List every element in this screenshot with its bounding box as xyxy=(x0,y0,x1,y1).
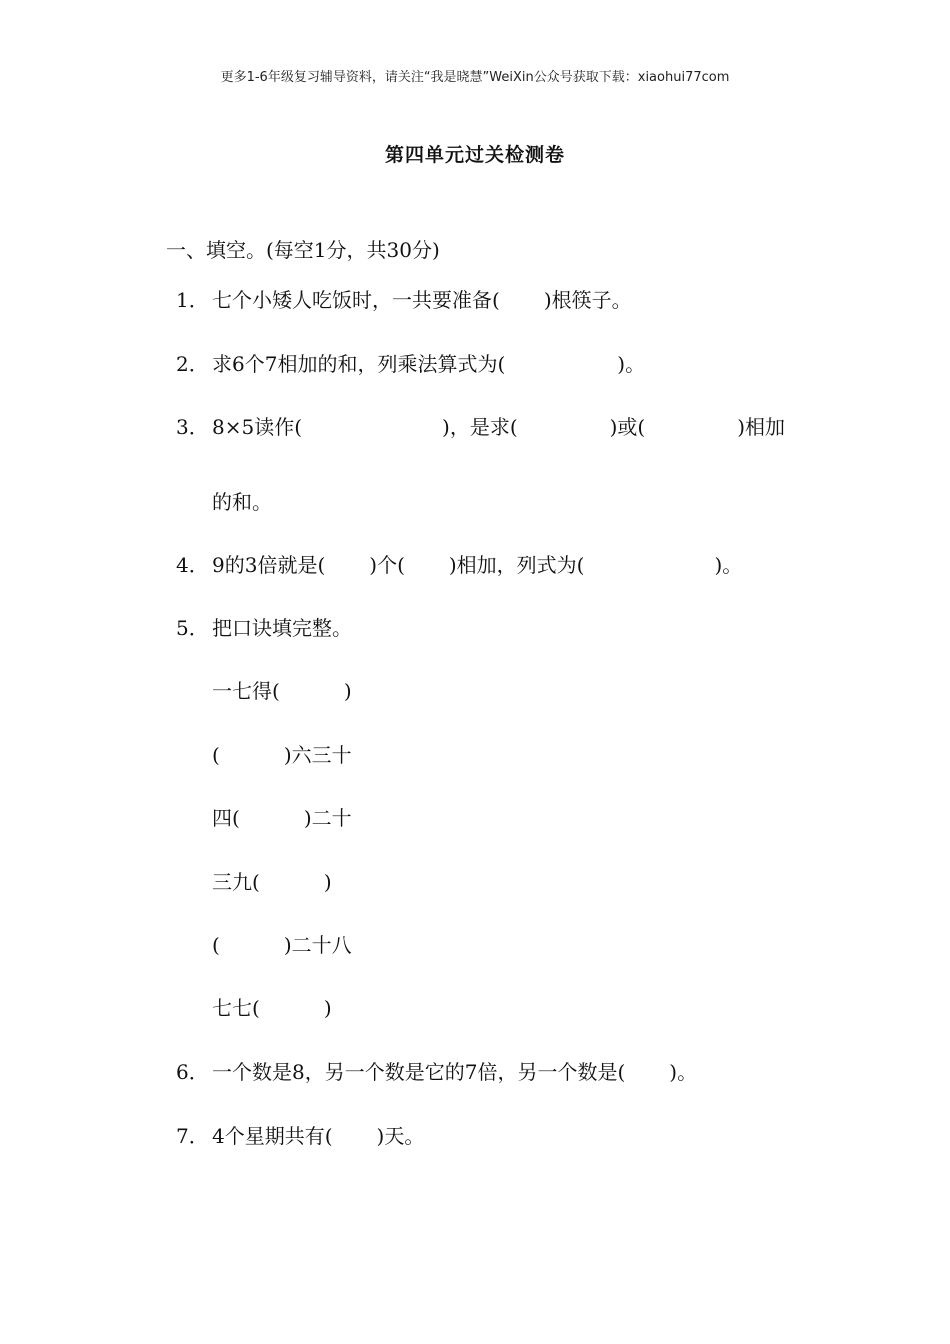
question-number: 6． xyxy=(176,1060,209,1084)
multiplication-rhyme-1: 一七得( ) xyxy=(212,679,352,703)
question-5: 5． 把口诀填完整。 xyxy=(176,616,352,640)
question-number: 1． xyxy=(176,288,209,312)
question-number: 4． xyxy=(176,553,209,577)
question-number: 2． xyxy=(176,352,209,376)
question-2: 2． 求6个7相加的和，列乘法算式为( )。 xyxy=(176,352,646,376)
question-number: 5． xyxy=(176,616,209,640)
multiplication-rhyme-5: ( )二十八 xyxy=(212,933,352,957)
question-6: 6． 一个数是8，另一个数是它的7倍，另一个数是( )。 xyxy=(176,1060,698,1084)
multiplication-rhyme-6: 七七( ) xyxy=(212,996,332,1020)
multiplication-rhyme-2: ( )六三十 xyxy=(212,743,352,767)
question-3-continued: 的和。 xyxy=(212,490,272,514)
question-3: 3． 8×5读作( )，是求( )或( )相加 xyxy=(176,415,786,439)
multiplication-rhyme-4: 三九( ) xyxy=(212,870,332,894)
question-4: 4． 9的3倍就是( )个( )相加，列式为( )。 xyxy=(176,553,743,577)
section-heading: 一、填空。(每空1分，共30分) xyxy=(166,238,440,262)
page-header: 更多1-6年级复习辅导资料，请关注“我是晓慧”WeiXin公众号获取下载：xiaohui77com xyxy=(220,70,730,85)
page-title: 第四单元过关检测卷 xyxy=(384,144,565,166)
question-number: 7． xyxy=(176,1124,209,1148)
multiplication-rhyme-3: 四( )二十 xyxy=(212,806,352,830)
question-1: 1． 七个小矮人吃饭时，一共要准备( )根筷子。 xyxy=(176,288,632,312)
question-7: 7． 4个星期共有( )天。 xyxy=(176,1124,425,1148)
question-number: 3． xyxy=(176,415,209,439)
